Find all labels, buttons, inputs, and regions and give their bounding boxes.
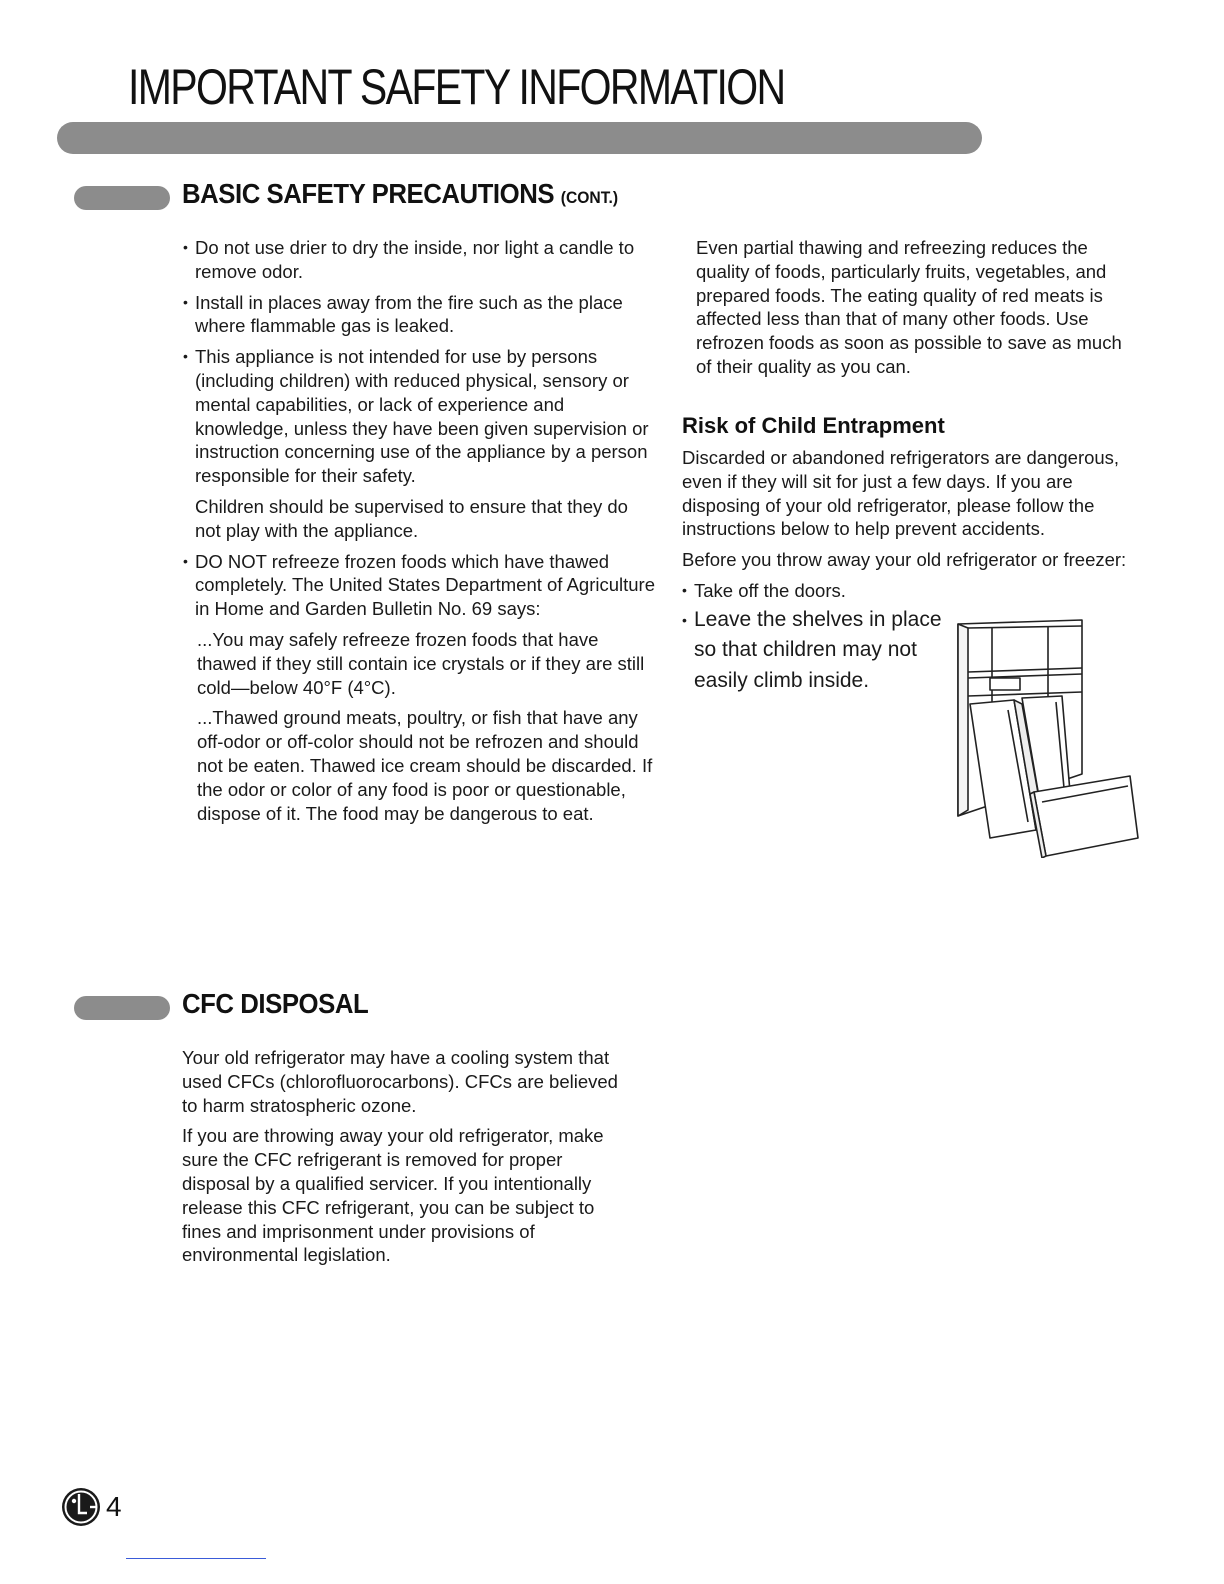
section-marker-pill [74, 186, 170, 210]
bullet-item: • Do not use drier to dry the inside, nor light a candle to remove odor. [183, 236, 655, 284]
title-divider-bar [57, 122, 982, 154]
paragraph: If you are throwing away your old refrigerator, make sure the CFC refrigerant is removed for proper disposal by a qualified servicer. If you intentionally release this CFC refrigerant, you can be subject to fines and imprisonment under provisions of environmental legislation. [182, 1125, 604, 1266]
quoted-text: ...Thawed ground meats, poultry, or fish that have any off-odor or off-color should not be refrozen and should not be eaten. Thawed ice cream should be discarded. If the odor or color of any food is poor or questionable, dispose of it. The food may be dangerous to eat. [197, 707, 653, 824]
basic-safety-left-column [183, 236, 655, 832]
section-heading-suffix: (CONT.) [560, 188, 619, 207]
section-heading-cfc-disposal: CFC DISPOSAL [182, 988, 369, 1019]
page-title: IMPORTANT SAFETY INFORMATION [128, 59, 785, 115]
section-heading-basic-safety [182, 178, 618, 210]
bullet-followup-text: Children should be supervised to ensure that they do not play with the appliance. [195, 495, 628, 541]
bullet-item: • Take off the doors. [682, 579, 1134, 603]
section-heading-text: BASIC SAFETY PRECAUTIONS [182, 178, 555, 209]
paragraph: Your old refrigerator may have a cooling system that used CFCs (chlorofluorocarbons). CFCs are believed to harm stratospheric ozone. [182, 1047, 618, 1116]
footer-rule [126, 1558, 266, 1559]
bullet-item: • Install in places away from the fire such as the place where flammable gas is leaked. [183, 291, 655, 339]
cfc-disposal-column [182, 1046, 622, 1274]
refrigerator-illustration [952, 616, 1142, 858]
quoted-text: ...You may safely refreeze frozen foods that have thawed if they still contain ice crystals or if they are still cold—below 40°F (4°C). [197, 628, 645, 698]
page-number: 4 [106, 1491, 122, 1522]
basic-safety-right-column [696, 236, 1136, 386]
section-marker-pill [74, 996, 170, 1020]
lg-logo-icon [60, 1486, 102, 1528]
paragraph: Before you throw away your old refrigerator or freezer: [682, 549, 1127, 571]
paragraph: Discarded or abandoned refrigerators are dangerous, even if they will sit for just a few days. If you are disposing of your old refrigerator, please follow the instructions below to help prevent accidents. [682, 447, 1120, 540]
bullet-item: • DO NOT refreeze frozen foods which have thawed completely. The United States Department of Agriculture in Home and Garden Bulletin No. 69 says: [183, 550, 655, 621]
paragraph: Even partial thawing and refreezing reduces the quality of foods, particularly fruits, vegetables, and prepared foods. The eating quality of red meats is affected less than that of many other foods. Use refrozen foods as soon as possible to save as much of their quality as you can. [696, 237, 1122, 377]
bullet-item: • Leave the shelves in place so that children may not easily climb inside. [682, 605, 956, 697]
bullet-item: • This appliance is not intended for use by persons (including children) with reduced physical, sensory or mental capabilities, or lack of experience and knowledge, unless they have been given supervision or instruction concerning use of the appliance by a person responsible for their safety. [183, 345, 655, 488]
child-entrapment-heading: Risk of Child Entrapment [682, 413, 945, 438]
